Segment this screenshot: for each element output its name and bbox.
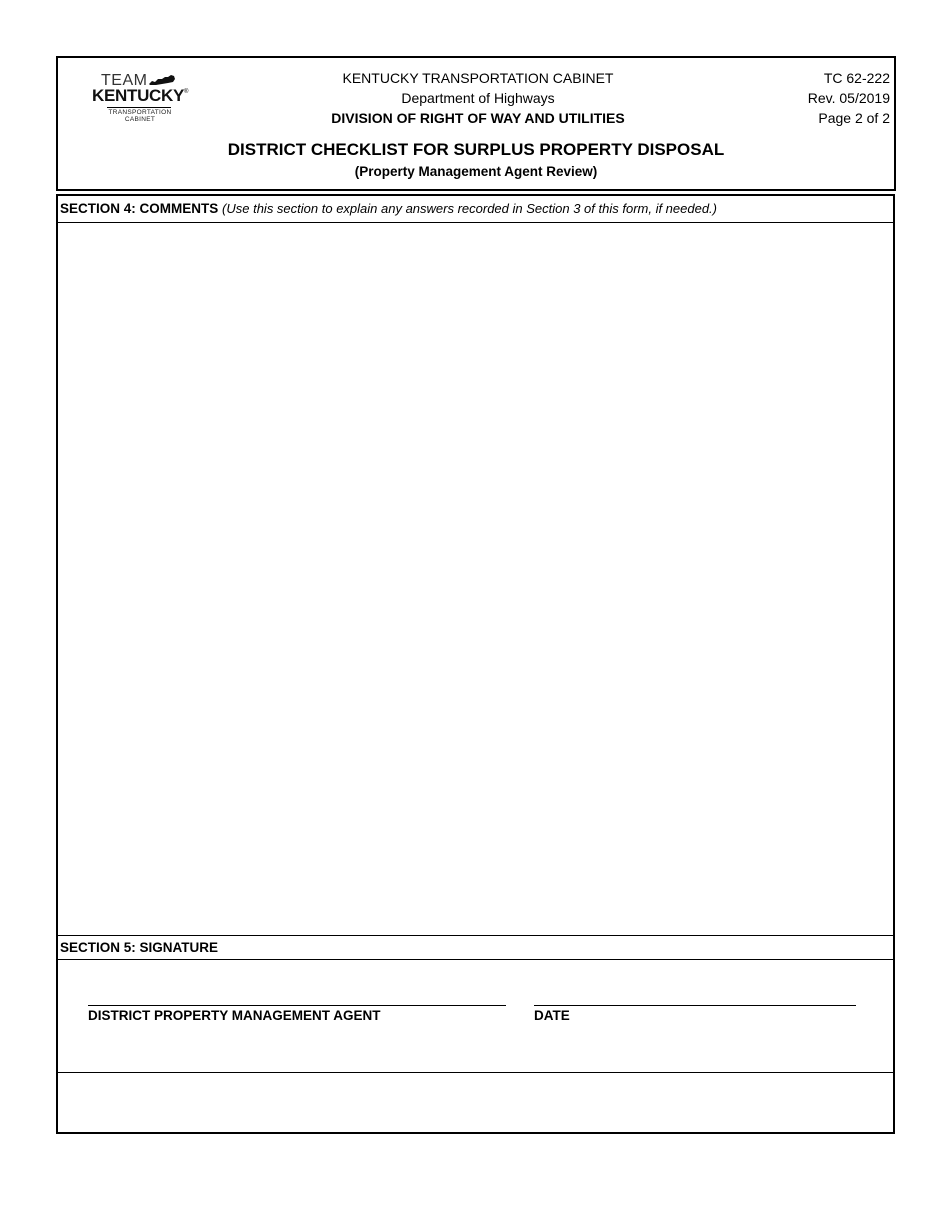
agent-signature-line[interactable]	[88, 1005, 506, 1006]
logo-registered-mark: ®	[184, 89, 189, 95]
agency-block	[278, 68, 678, 128]
section4-label: SECTION 4: COMMENTS	[60, 201, 219, 216]
logo-kentucky-text: KENTUCKY	[92, 86, 185, 105]
form-revision: Rev. 05/2019	[807, 90, 890, 106]
form-body	[56, 194, 895, 1134]
section4-instruction: (Use this section to explain any answers recorded in Section 3 of this form, if needed.)	[222, 201, 718, 216]
section4-header	[58, 196, 893, 223]
date-signature-line[interactable]	[534, 1005, 856, 1006]
page-number: Page 2 of 2	[818, 110, 890, 126]
kentucky-state-icon	[148, 74, 176, 86]
date-label: DATE	[534, 1008, 570, 1023]
logo-subtitle-line1: TRANSPORTATION	[108, 109, 172, 116]
bottom-divider	[58, 1072, 893, 1073]
logo-subtitle-line2: CABINET	[124, 116, 156, 123]
agent-signature-label: DISTRICT PROPERTY MANAGEMENT AGENT	[88, 1008, 381, 1023]
logo-subtitle	[92, 109, 188, 123]
agency-name: KENTUCKY TRANSPORTATION CABINET	[342, 70, 614, 86]
comments-field[interactable]	[58, 223, 893, 936]
form-subtitle: (Property Management Agent Review)	[354, 164, 598, 179]
form-header	[56, 56, 896, 191]
department-name: Department of Highways	[401, 90, 555, 106]
team-kentucky-logo	[92, 72, 192, 124]
logo-team-text: TEAM	[101, 72, 148, 89]
form-number: TC 62-222	[823, 70, 890, 86]
form-title: DISTRICT CHECKLIST FOR SURPLUS PROPERTY DISPOSAL	[227, 140, 725, 159]
section5-label: SECTION 5: SIGNATURE	[60, 940, 219, 955]
form-id-block	[808, 68, 890, 128]
division-name: DIVISION OF RIGHT OF WAY AND UTILITIES	[331, 110, 625, 126]
section5-header	[58, 936, 893, 960]
logo-divider	[107, 107, 171, 108]
